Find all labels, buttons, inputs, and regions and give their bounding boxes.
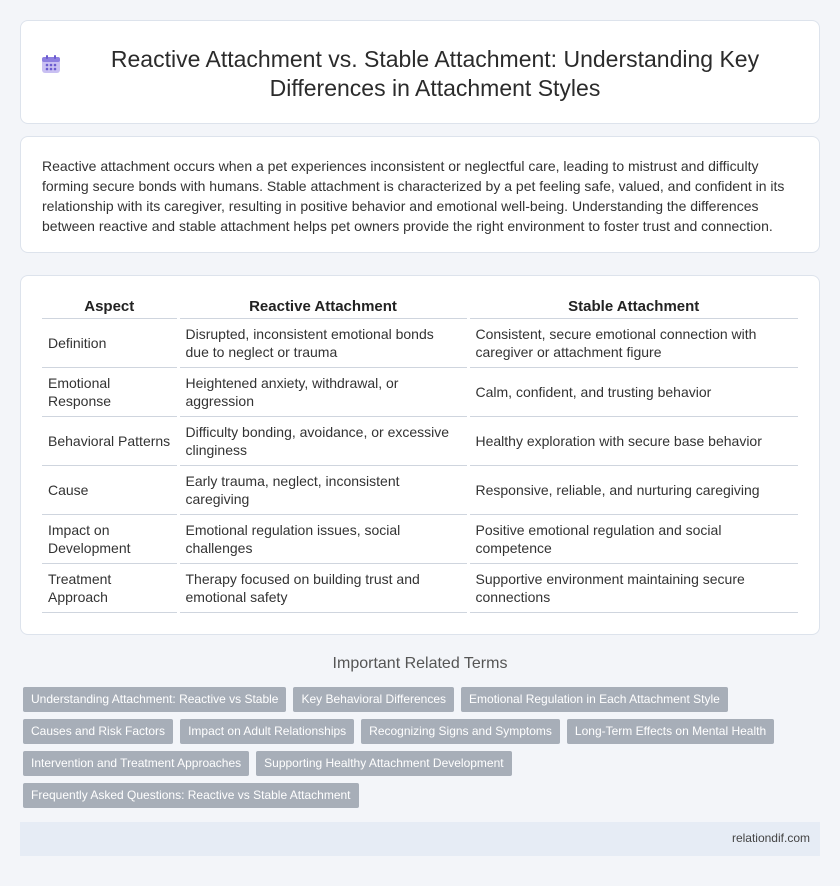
intro-paragraph: Reactive attachment occurs when a pet experiences inconsistent or neglectful care, leading to mistrust and difficulty forming secure bonds with humans. Stable attachment is characterized by a pet feeling safe, valued, and confident in its relationship with its caregiver, resulting in positive behavior and emotional well-being. Understanding the differences between reactive and stable attachment helps pet owners provide the right environment to foster trust and connection. (42, 158, 785, 234)
table-cell: Emotional regulation issues, social challenges (178, 515, 468, 564)
table-cell: Cause (42, 466, 178, 515)
related-terms-heading: Important Related Terms (332, 655, 508, 672)
table-cell: Treatment Approach (42, 564, 178, 613)
related-term-tag[interactable]: Long-Term Effects on Mental Health (567, 719, 774, 744)
table-row (42, 368, 798, 417)
title-wrap (21, 45, 819, 103)
table-cell: Heightened anxiety, withdrawal, or aggression (178, 368, 468, 417)
site-name[interactable]: relationdif.com (731, 831, 810, 845)
table-cell: Therapy focused on building trust and emotional safety (178, 564, 468, 613)
table-cell: Healthy exploration with secure base behavior (468, 417, 798, 466)
footer (20, 822, 820, 856)
tag-row (23, 687, 823, 719)
table-cell: Responsive, reliable, and nurturing caregiving (468, 466, 798, 515)
related-term-tag[interactable]: Impact on Adult Relationships (180, 719, 354, 744)
table-cell: Definition (42, 319, 178, 368)
table-row (42, 417, 798, 466)
table-header-row (42, 294, 798, 319)
tag-row (23, 751, 823, 783)
comparison-card (20, 275, 820, 635)
table-cell: Impact on Development (42, 515, 178, 564)
related-term-tag[interactable]: Causes and Risk Factors (23, 719, 173, 744)
table-row (42, 466, 798, 515)
header-card (20, 20, 820, 124)
intro-card (20, 136, 820, 253)
related-term-tag[interactable]: Recognizing Signs and Symptoms (361, 719, 560, 744)
related-term-tag[interactable]: Emotional Regulation in Each Attachment Style (461, 687, 728, 712)
table-row (42, 319, 798, 368)
related-term-tag[interactable]: Key Behavioral Differences (293, 687, 454, 712)
column-header: Stable Attachment (468, 294, 798, 319)
page-title: Reactive Attachment vs. Stable Attachment: Understanding Key Differences in Attachment Styles (110, 46, 760, 101)
table-cell: Disrupted, inconsistent emotional bonds due to neglect or trauma (178, 319, 468, 368)
table-row (42, 564, 798, 613)
table-cell: Behavioral Patterns (42, 417, 178, 466)
related-term-tag[interactable]: Intervention and Treatment Approaches (23, 751, 249, 776)
table-cell: Supportive environment maintaining secure connections (468, 564, 798, 613)
related-term-tag[interactable]: Understanding Attachment: Reactive vs Stable (23, 687, 286, 712)
column-header: Reactive Attachment (178, 294, 468, 319)
comparison-table (42, 294, 798, 613)
table-cell: Positive emotional regulation and social competence (468, 515, 798, 564)
related-term-tag[interactable]: Supporting Healthy Attachment Development (256, 751, 511, 776)
table-cell: Emotional Response (42, 368, 178, 417)
calendar-icon (40, 53, 62, 75)
table-cell: Early trauma, neglect, inconsistent caregiving (178, 466, 468, 515)
table-cell: Consistent, secure emotional connection with caregiver or attachment figure (468, 319, 798, 368)
related-term-tag[interactable]: Frequently Asked Questions: Reactive vs Stable Attachment (23, 783, 359, 808)
table-cell: Difficulty bonding, avoidance, or excessive clinginess (178, 417, 468, 466)
related-terms-list (23, 687, 823, 815)
table-cell: Calm, confident, and trusting behavior (468, 368, 798, 417)
column-header: Aspect (42, 294, 178, 319)
table-row (42, 515, 798, 564)
tag-row (23, 719, 823, 751)
tag-row (23, 783, 823, 815)
